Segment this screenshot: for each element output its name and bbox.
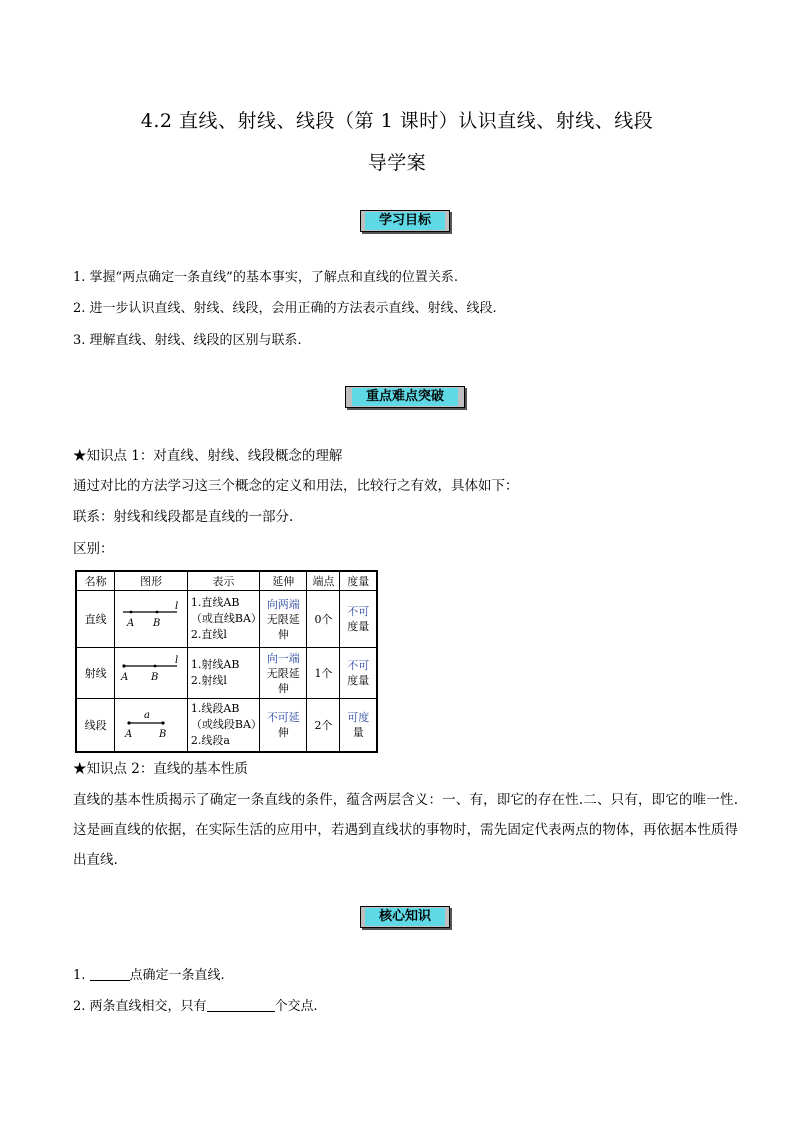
comparison-table bbox=[75, 570, 378, 753]
section-label-objectives: 学习目标 bbox=[360, 210, 450, 232]
table-header: 名称 bbox=[76, 571, 115, 591]
knowledge-point-1-relation: 联系：射线和线段都是直线的一部分. bbox=[73, 509, 294, 525]
table-header: 端点 bbox=[307, 571, 340, 591]
knowledge-point-1-intro: 通过对比的方法学习这三个概念的定义和用法，比较行之有效，具体如下： bbox=[73, 478, 519, 494]
table-header: 延伸 bbox=[260, 571, 307, 591]
table-row bbox=[76, 699, 377, 753]
core-question-1: 1. 点确定一条直线. bbox=[73, 968, 225, 983]
row-representation: 1.线段AB （或线段BA） 2.线段a bbox=[187, 699, 259, 753]
point-label-b: B bbox=[159, 728, 167, 740]
line-label: l bbox=[175, 654, 179, 666]
table-header-row bbox=[76, 571, 377, 591]
row-extension: 不可延 伸 bbox=[260, 699, 307, 753]
core-question-2: 2. 两条直线相交，只有 个交点. bbox=[73, 999, 318, 1014]
segment-label: a bbox=[144, 709, 151, 721]
page-subtitle: 导学案 bbox=[367, 152, 427, 174]
ray-figure bbox=[115, 648, 188, 699]
row-endpoints: 1个 bbox=[307, 648, 340, 699]
row-name: 射线 bbox=[76, 648, 115, 699]
answer-blank[interactable] bbox=[207, 997, 275, 1012]
row-measure: 可度 量 bbox=[340, 699, 377, 753]
knowledge-point-2-title: ★知识点 2：直线的基本性质 bbox=[73, 761, 248, 777]
section-label-keypoints: 重点难点突破 bbox=[345, 386, 465, 408]
objective-item: 3. 理解直线、射线、线段的区别与联系. bbox=[73, 333, 302, 348]
table-header: 表示 bbox=[187, 571, 259, 591]
segment-figure bbox=[115, 699, 188, 753]
page-title: 4.2 直线、射线、线段（第 1 课时）认识直线、射线、线段 bbox=[140, 110, 654, 132]
table-header: 度量 bbox=[340, 571, 377, 591]
row-representation: 1.射线AB 2.射线l bbox=[187, 648, 259, 699]
knowledge-point-2-text: 直线的基本性质揭示了确定一条直线的条件，蕴含两层含义：一、有，即它的存在性.二、只有，即它的唯一性.这是画直线的依据，在实际生活的应用中，若遇到直线状的事物时，需先固定代表两点的物体，再依据本性质得出直线. bbox=[73, 792, 738, 868]
answer-blank[interactable] bbox=[90, 966, 130, 981]
row-extension: 向两端 无限延 伸 bbox=[260, 591, 307, 648]
objective-item: 2. 进一步认识直线、射线、线段，会用正确的方法表示直线、射线、线段. bbox=[73, 301, 497, 316]
row-name: 直线 bbox=[76, 591, 115, 648]
row-measure: 不可 度量 bbox=[340, 591, 377, 648]
row-extension: 向一端 无限延 伸 bbox=[260, 648, 307, 699]
table-row bbox=[76, 648, 377, 699]
line-label: l bbox=[175, 600, 179, 612]
row-endpoints: 2个 bbox=[307, 699, 340, 753]
table-header: 图形 bbox=[115, 571, 188, 591]
point-label-a: A bbox=[125, 728, 133, 740]
point-label-b: B bbox=[153, 617, 161, 629]
knowledge-point-1-title: ★知识点 1：对直线、射线、线段概念的理解 bbox=[73, 448, 343, 464]
knowledge-point-1-difference: 区别： bbox=[73, 541, 114, 557]
row-endpoints: 0个 bbox=[307, 591, 340, 648]
point-label-a: A bbox=[121, 671, 129, 683]
point-label-a: A bbox=[127, 617, 135, 629]
row-representation: 1.直线AB （或直线BA） 2.直线l bbox=[187, 591, 259, 648]
point-label-b: B bbox=[151, 671, 159, 683]
table-row bbox=[76, 591, 377, 648]
row-name: 线段 bbox=[76, 699, 115, 753]
row-measure: 不可 度量 bbox=[340, 648, 377, 699]
line-figure bbox=[115, 591, 188, 648]
objective-item: 1. 掌握“两点确定一条直线”的基本事实，了解点和直线的位置关系. bbox=[73, 270, 458, 285]
section-label-core: 核心知识 bbox=[360, 906, 450, 928]
